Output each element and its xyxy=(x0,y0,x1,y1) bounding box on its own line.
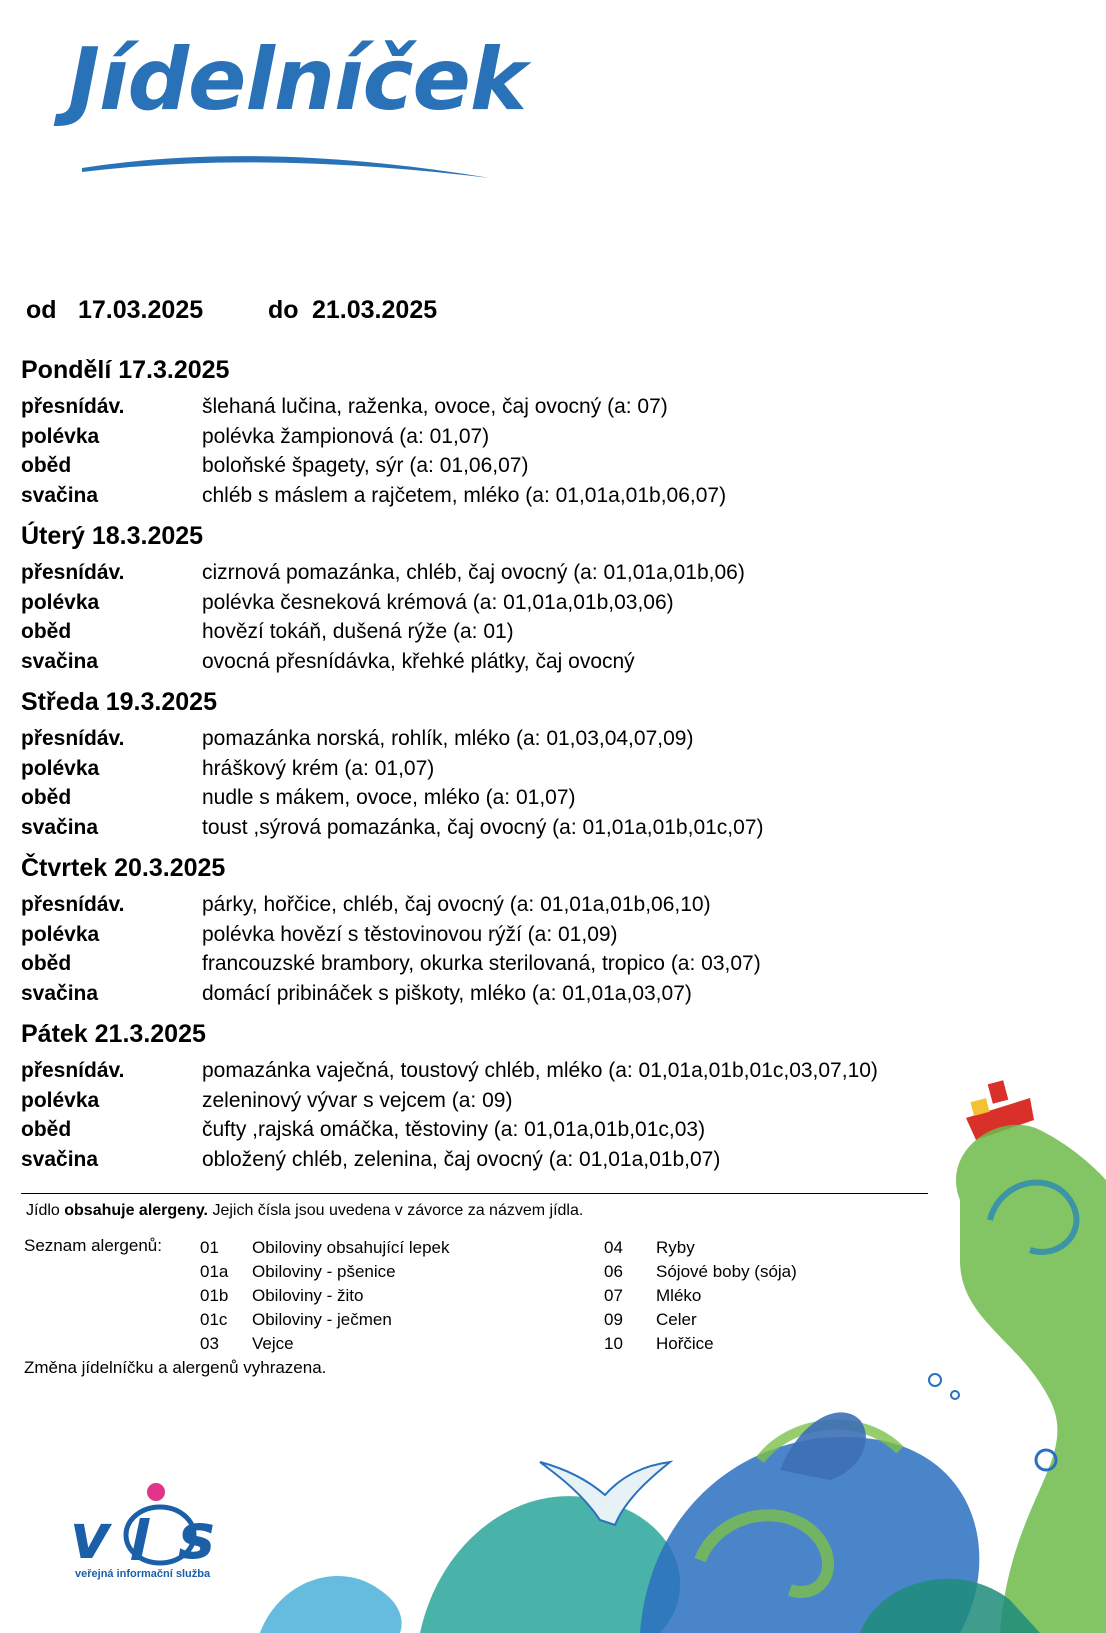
meal-desc: chléb s máslem a rajčetem, mléko (a: 01,01a,01b,06,07) xyxy=(202,483,727,507)
allergen-item xyxy=(604,1236,797,1260)
allergen-name: Ryby xyxy=(656,1238,695,1257)
meal-desc: čufty ,rajská omáčka, těstoviny (a: 01,01a,01b,01c,03) xyxy=(202,1118,706,1141)
allergen-name: Vejce xyxy=(252,1334,294,1353)
allergen-item xyxy=(604,1284,797,1308)
allergen-name: Hořčice xyxy=(656,1334,714,1353)
meal-desc: hovězí tokáň, dušená rýže (a: 01) xyxy=(202,620,514,643)
allergen-name: Obiloviny - pšenice xyxy=(252,1262,396,1281)
period-to-label: do xyxy=(268,296,299,324)
meal-type: přesnídáv. xyxy=(21,1059,125,1082)
day-title: Čtvrtek 20.3.2025 xyxy=(21,854,226,882)
allergen-name: Obiloviny - žito xyxy=(252,1286,364,1305)
meal-type: oběd xyxy=(21,620,72,643)
vis-tagline: veřejná informační služba xyxy=(75,1568,211,1580)
allergen-item xyxy=(604,1332,797,1356)
meal-desc: domácí pribináček s piškoty, mléko (a: 01,01a,03,07) xyxy=(202,981,692,1005)
meal-type: přesnídáv. xyxy=(21,893,125,916)
allergen-name: Mléko xyxy=(656,1286,702,1305)
meal-type: polévka xyxy=(21,424,100,448)
meal-type: svačina xyxy=(21,1147,99,1171)
allergen-item xyxy=(200,1284,450,1308)
meal-desc: polévka hovězí s těstovinovou rýží (a: 01,09) xyxy=(202,922,618,946)
allergen-code: 06 xyxy=(604,1262,623,1281)
meal-type: polévka xyxy=(21,590,100,614)
meal-type: svačina xyxy=(21,981,99,1005)
logo-title: Jídelníček xyxy=(68,30,527,130)
allergen-name: Celer xyxy=(656,1310,697,1329)
meal-type: oběd xyxy=(21,786,72,809)
allergen-item xyxy=(200,1236,450,1260)
meal-type: přesnídáv. xyxy=(21,561,125,584)
note-prefix: Jídlo xyxy=(26,1202,60,1219)
day-title: Pondělí 17.3.2025 xyxy=(21,356,230,384)
allergen-name: Sójové boby (sója) xyxy=(656,1262,797,1281)
allergen-code: 07 xyxy=(604,1286,623,1305)
day-title: Úterý 18.3.2025 xyxy=(21,522,204,550)
meal-type: polévka xyxy=(21,1088,100,1112)
wave-teal xyxy=(420,1496,680,1633)
meal-type: svačina xyxy=(21,649,99,673)
meal-desc: toust ,sýrová pomazánka, čaj ovocný (a: 01,01a,01b,01c,07) xyxy=(202,815,764,839)
day-title: Středa 19.3.2025 xyxy=(21,688,217,716)
meal-type: oběd xyxy=(21,952,72,975)
meal-desc: pomazánka norská, rohlík, mléko (a: 01,03,04,07,09) xyxy=(202,727,694,750)
meal-desc: ovocná přesnídávka, křehké plátky, čaj ovocný xyxy=(202,649,635,673)
meal-desc: francouzské brambory, okurka sterilovaná, tropico (a: 03,07) xyxy=(202,952,761,975)
meal-desc: cizrnová pomazánka, chléb, čaj ovocný (a: 01,01a,01b,06) xyxy=(202,561,745,584)
meal-type: svačina xyxy=(21,483,99,507)
meal-desc: zeleninový vývar s vejcem (a: 09) xyxy=(202,1088,513,1112)
allergen-code: 01b xyxy=(200,1286,229,1305)
allergen-code: 01c xyxy=(200,1310,228,1329)
allergen-item xyxy=(604,1260,797,1284)
meal-desc: polévka česneková krémová (a: 01,01a,01b,03,06) xyxy=(202,590,674,614)
meal-type: polévka xyxy=(21,756,100,780)
allergen-code: 01a xyxy=(200,1262,229,1281)
meal-desc: obložený chléb, zelenina, čaj ovocný (a: 01,01a,01b,07) xyxy=(202,1147,721,1171)
meal-desc: polévka žampionová (a: 01,07) xyxy=(202,424,490,448)
note-rest: Jejich čísla jsou uvedena v závorce za názvem jídla. xyxy=(212,1202,584,1219)
allergen-item xyxy=(604,1308,797,1332)
allergen-name: Obiloviny obsahující lepek xyxy=(252,1238,450,1257)
meal-desc: párky, hořčice, chléb, čaj ovocný (a: 01,01a,01b,06,10) xyxy=(202,893,711,916)
allergen-list-label: Seznam alergenů: xyxy=(24,1236,162,1255)
meal-type: svačina xyxy=(21,815,99,839)
vis-logo xyxy=(70,1480,270,1590)
day-title: Pátek 21.3.2025 xyxy=(21,1020,206,1048)
footer-note: Změna jídelníčku a alergenů vyhrazena. xyxy=(24,1358,327,1377)
meal-type: oběd xyxy=(21,454,72,477)
meal-desc: pomazánka vaječná, toustový chléb, mléko (a: 01,01a,01b,01c,03,07,10) xyxy=(202,1059,878,1082)
allergen-item xyxy=(200,1308,450,1332)
meal-desc: boloňské špagety, sýr (a: 01,06,07) xyxy=(202,454,529,477)
period-to-date: 21.03.2025 xyxy=(312,296,438,324)
allergen-item xyxy=(200,1260,450,1284)
allergen-code: 10 xyxy=(604,1334,623,1353)
separator-line xyxy=(21,1193,928,1194)
allergen-column-right xyxy=(604,1236,797,1356)
meal-type: přesnídáv. xyxy=(21,727,125,750)
allergen-item xyxy=(200,1332,450,1356)
period-from-label: od xyxy=(26,296,57,324)
note-bold: obsahuje alergeny. xyxy=(64,1202,208,1219)
allergen-code: 04 xyxy=(604,1238,623,1257)
svg-text:s: s xyxy=(178,1500,215,1570)
meal-type: oběd xyxy=(21,1118,72,1141)
meal-desc: nudle s mákem, ovoce, mléko (a: 01,07) xyxy=(202,786,576,809)
allergen-note xyxy=(26,1202,583,1220)
vis-logo-mark xyxy=(70,1480,270,1570)
meal-desc: hráškový krém (a: 01,07) xyxy=(202,756,435,780)
allergen-code: 01 xyxy=(200,1238,219,1257)
allergen-code: 03 xyxy=(200,1334,219,1353)
allergen-column-left xyxy=(200,1236,450,1356)
meal-type: přesnídáv. xyxy=(21,395,125,418)
allergen-name: Obiloviny - ječmen xyxy=(252,1310,392,1329)
meal-desc: šlehaná lučina, raženka, ovoce, čaj ovocný (a: 07) xyxy=(202,395,668,418)
period-from-date: 17.03.2025 xyxy=(78,296,204,324)
meal-type: polévka xyxy=(21,922,100,946)
allergen-code: 09 xyxy=(604,1310,623,1329)
svg-text:v: v xyxy=(70,1500,111,1570)
